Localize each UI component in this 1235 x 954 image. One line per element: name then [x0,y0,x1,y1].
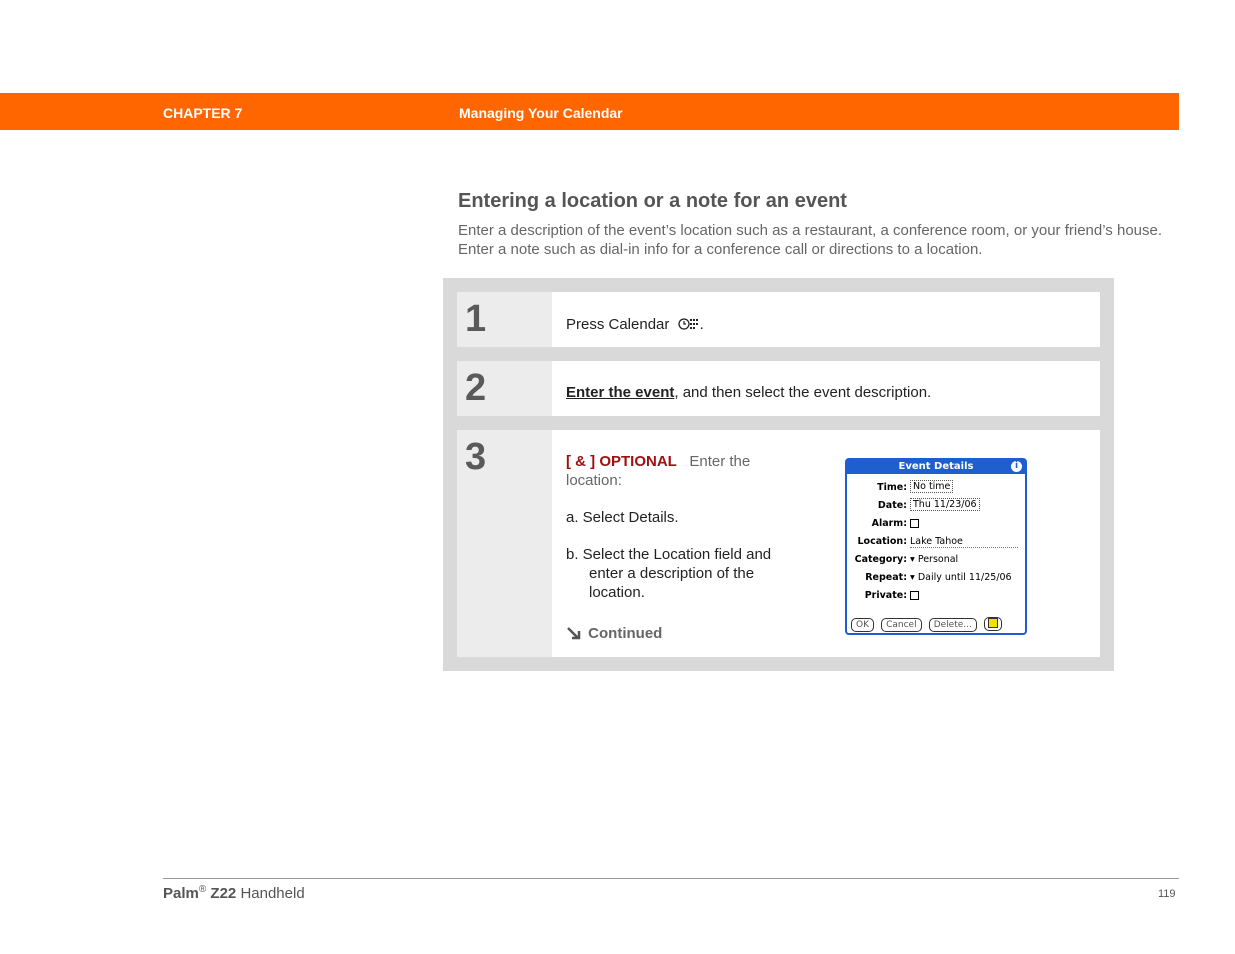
optional-paragraph [566,452,796,490]
chapter-title: Managing Your Calendar [459,105,623,121]
step-text: Enter the event, and then select the event description. [566,384,932,401]
enter-event-link[interactable]: Enter the event [566,384,675,401]
section-title: Entering a location or a note for an event [458,190,847,212]
date-row: Date: Thu 11/23/06 [847,498,1025,514]
step-number: 3 [465,436,487,478]
sub-step-b-line1: b. Select the Location field and [566,546,772,563]
delete-button[interactable]: Delete... [929,618,977,632]
step-number: 2 [465,367,487,409]
section-intro: Enter a description of the event’s location such as a restaurant, a conference room, or your friend’s house. Enter a note such as dial-in info for a conference call or directions to a location. [458,222,1163,258]
arrow-down-right-icon [566,626,584,644]
info-icon[interactable]: i [1011,461,1022,472]
location-row: Location: Lake Tahoe [847,534,1025,550]
repeat-picker[interactable]: ▾ Daily until 11/25/06 [910,572,1012,583]
step-1 [457,292,1100,347]
sub-step-b-line2: enter a description of the [589,565,755,582]
dropdown-triangle-icon: ▾ [910,554,915,565]
calendar-icon [678,317,700,335]
alarm-checkbox[interactable] [910,519,919,528]
category-row: Category: ▾ Personal [854,554,959,565]
step-3 [457,430,1100,657]
date-field[interactable]: Thu 11/23/06 [910,498,980,511]
ok-button[interactable]: OK [851,618,874,632]
dialog-title: Event Details i [847,460,1025,474]
location-field[interactable]: Lake Tahoe [910,536,1018,548]
time-field[interactable]: No time [910,480,953,493]
footer-product: Palm® Z22 Handheld [163,884,305,902]
private-checkbox[interactable] [910,591,919,600]
repeat-row: Repeat: ▾ Daily until 11/25/06 [865,572,1012,583]
alarm-row: Alarm: [847,516,1025,532]
optional-label: [ & ] OPTIONAL [566,453,677,470]
event-details-dialog [845,458,1027,635]
private-row: Private: [847,588,1025,604]
step-text: Press Calendar . [566,316,704,333]
page-number: 119 [1158,888,1176,900]
dropdown-triangle-icon: ▾ [910,572,915,583]
continued-label[interactable]: Continued [566,625,662,644]
sub-step-b-line3: location. [589,584,645,601]
time-row: Time: No time [847,480,1025,496]
steps-box [443,278,1114,671]
step-number: 1 [465,298,487,340]
dialog-buttons [851,612,1004,632]
optional-text: Enter the location: [566,453,751,489]
footer-divider [163,878,1179,879]
sub-step-a: a. Select Details. [566,509,679,526]
cancel-button[interactable]: Cancel [881,618,922,632]
category-picker[interactable]: ▾ Personal [910,554,959,565]
note-icon[interactable] [984,617,1002,631]
chapter-label: CHAPTER 7 [163,105,243,121]
step-2 [457,361,1100,416]
